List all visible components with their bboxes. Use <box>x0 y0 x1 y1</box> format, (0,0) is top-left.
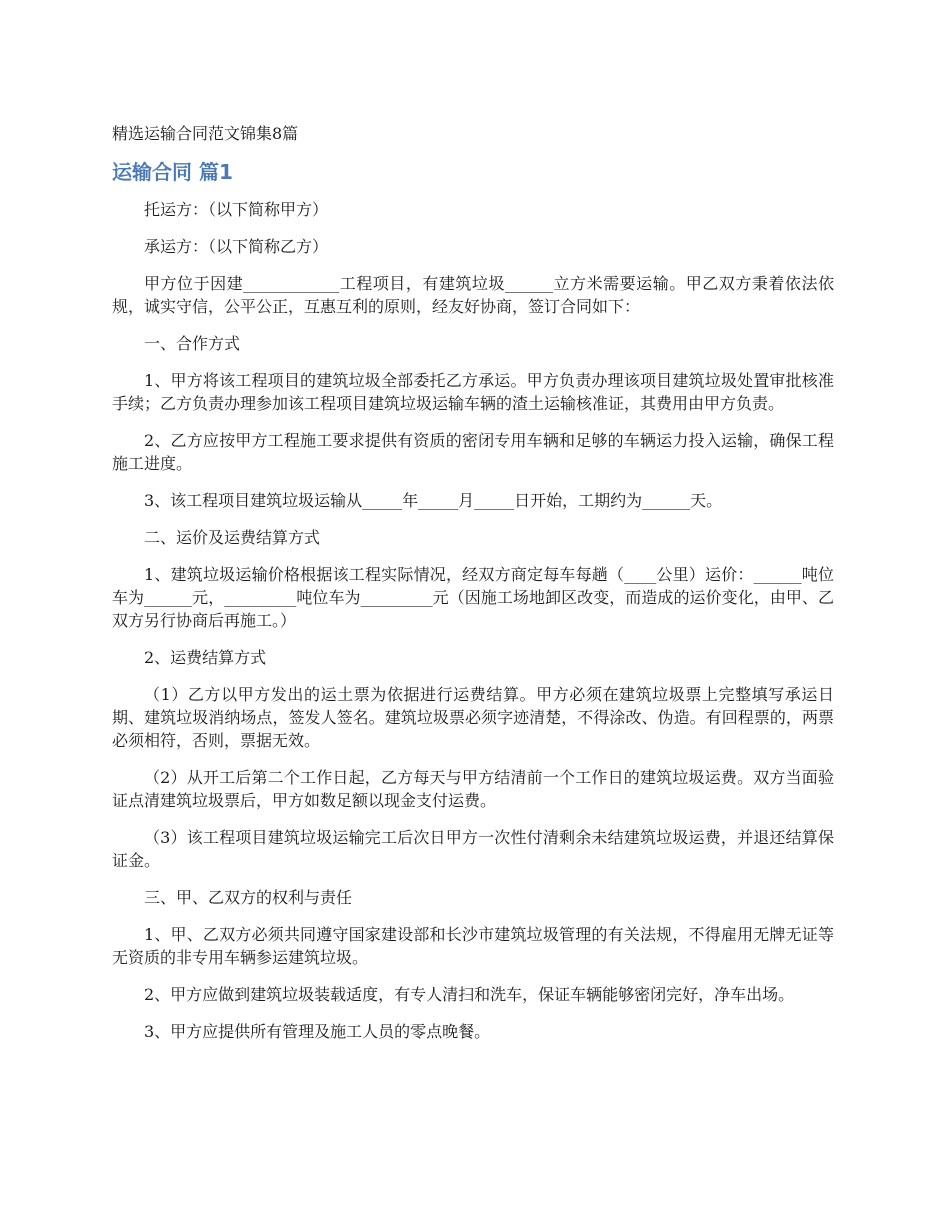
paragraph-clause-3-1: 1、甲、乙双方必须共同遵守国家建设部和长沙市建筑垃圾管理的有关法规，不得雇用无牌无证等无资质的非专用车辆参运建筑垃圾。 <box>112 925 834 967</box>
paragraph-intro: 甲方位于因建____________工程项目，有建筑垃圾______立方米需要运输。甲乙双方秉着依法依规，诚实守信，公平公正，互惠互利的原则，经友好协商，签订合同如下： <box>112 274 834 316</box>
paragraph-clause-2-2-1: （1）乙方以甲方发出的运土票为依据进行运费结算。甲方必须在建筑垃圾票上完整填写承运日期、建筑垃圾消纳场点，签发人签名。建筑垃圾票必须字迹清楚，不得涂改、伪造。有回程票的，两票必须相符，否则，票据无效。 <box>112 685 834 750</box>
paragraph-clause-3-2: 2、甲方应做到建筑垃圾装载适度，有专人清扫和洗车，保证车辆能够密闭完好，净车出场。 <box>144 985 795 1004</box>
clause-heading-rights: 三、甲、乙双方的权利与责任 <box>144 888 353 907</box>
paragraph-shipper: 托运方：（以下简称甲方） <box>144 200 329 219</box>
clause-heading-pricing: 二、运价及运费结算方式 <box>144 528 321 547</box>
paragraph-clause-2-2-2: （2）从开工后第二个工作日起，乙方每天与甲方结清前一个工作日的建筑垃圾运费。双方当面验证点清建筑垃圾票后，甲方如数足额以现金支付运费。 <box>112 768 834 810</box>
paragraph-clause-2-2: 2、运费结算方式 <box>144 648 267 667</box>
section-heading: 运输合同 篇1 <box>112 160 233 184</box>
paragraph-clause-3-3: 3、甲方应提供所有管理及施工人员的零点晚餐。 <box>144 1022 491 1041</box>
clause-heading-cooperation: 一、合作方式 <box>144 334 241 353</box>
paragraph-carrier: 承运方：（以下简称乙方） <box>144 237 329 256</box>
paragraph-clause-1-2: 2、乙方应按甲方工程施工要求提供有资质的密闭专用车辆和足够的车辆运力投入运输，确保工程施工进度。 <box>112 431 834 473</box>
document-title: 精选运输合同范文锦集8篇 <box>112 124 299 143</box>
paragraph-clause-1-3: 3、该工程项目建筑垃圾运输从_____年_____月_____日开始，工期约为______天。 <box>144 491 723 510</box>
document-page <box>112 122 834 1057</box>
paragraph-clause-2-2-3: （3）该工程项目建筑垃圾运输完工后次日甲方一次性付清剩余未结建筑垃圾运费，并退还结算保证金。 <box>112 828 834 870</box>
paragraph-clause-2-1: 1、建筑垃圾运输价格根据该工程实际情况，经双方商定每车每趟（____公里）运价：______吨位车为______元，_________吨位车为_________元（因施工场地卸区改变，而造成的运价变化，由甲、乙双方另行协商后再施工。） <box>112 565 834 630</box>
paragraph-clause-1-1: 1、甲方将该工程项目的建筑垃圾全部委托乙方承运。甲方负责办理该项目建筑垃圾处置审批核准手续；乙方负责办理参加该工程项目建筑垃圾运输车辆的渣土运输核准证，其费用由甲方负责。 <box>112 371 834 413</box>
